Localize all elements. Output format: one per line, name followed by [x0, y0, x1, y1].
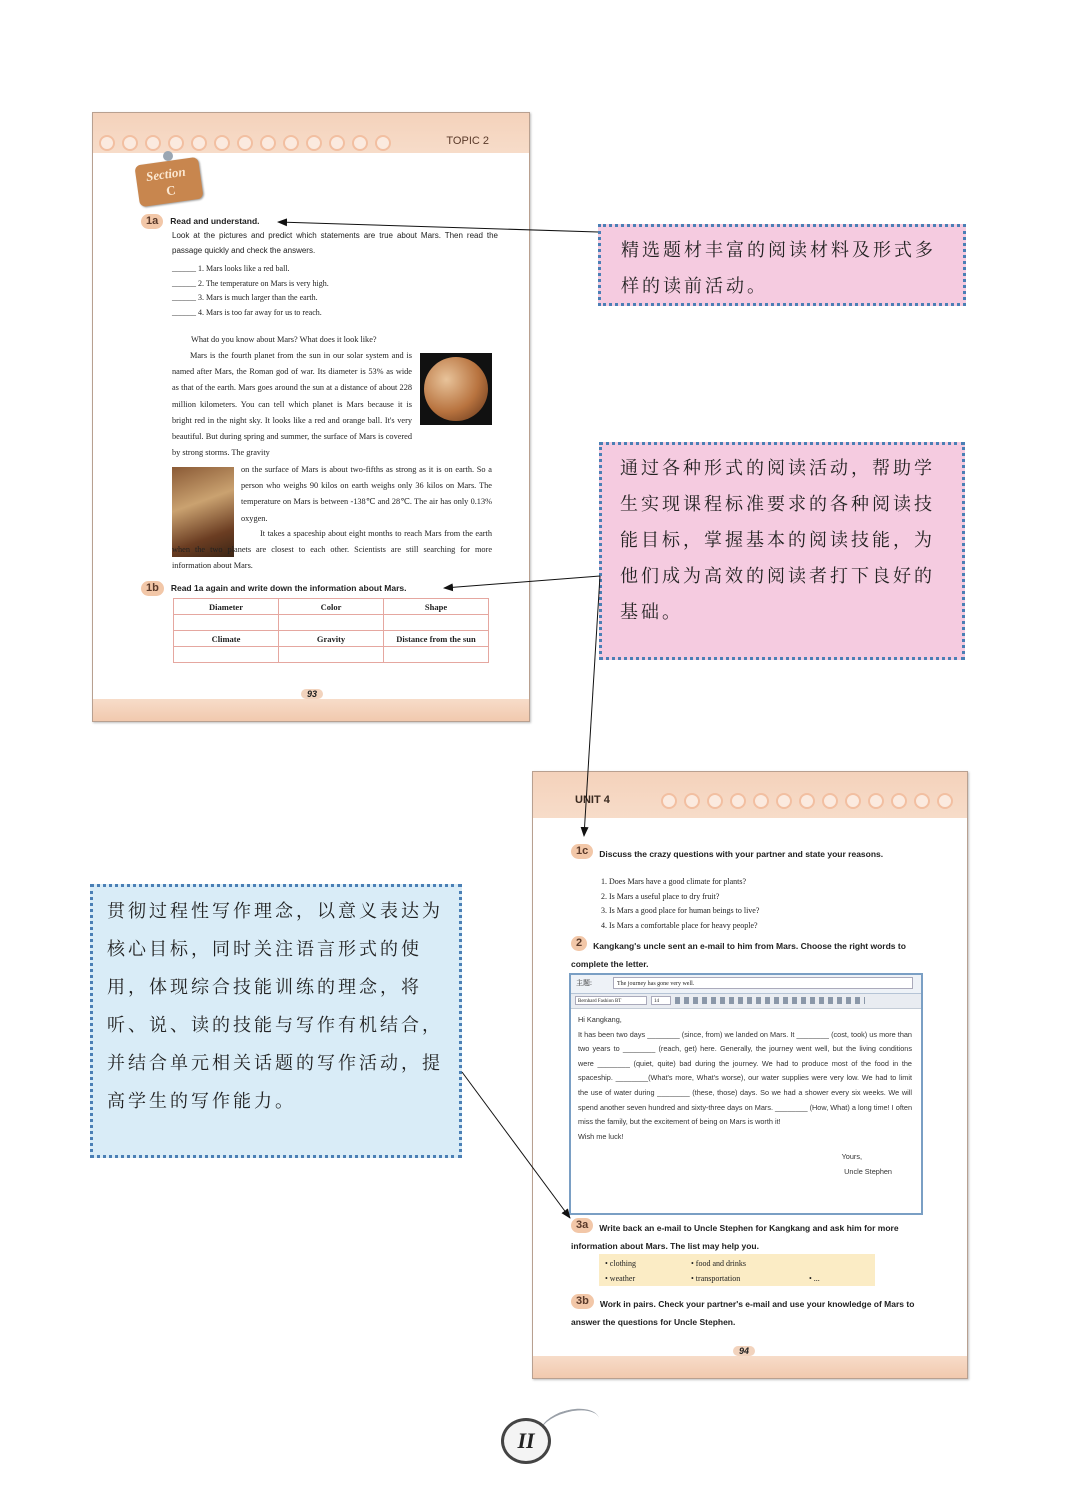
word-item: • clothing: [605, 1259, 637, 1268]
passage-para-1: Mars is the fourth planet from the sun in our solar system and is named after Mars, the Roman god of war. Its diameter is 53% as wide as that of the earth. Mars goes around the sun at a distance of about 228 million kilometers. You can tell which planet is Mars because it is bright red in the night sky. It looks like a red and orange ball. It's very beautiful. But during spring and summer, the surface of Mars is covered by strong storms. The gravity: [172, 351, 412, 458]
font-select[interactable]: Bernhard Fashion BT: [575, 996, 647, 1005]
statement-item: ______ 3. Mars is much larger than the earth.: [172, 293, 318, 303]
table-header-cell: Shape: [384, 599, 489, 615]
question-item: 3. Is Mars a good place for human beings to live?: [601, 906, 760, 915]
email-wish: Wish me luck!: [578, 1131, 624, 1141]
word-item: • ...: [809, 1274, 820, 1283]
question-item: 1. Does Mars have a good climate for plants?: [601, 877, 747, 886]
table-header-cell: Climate: [174, 631, 279, 647]
size-select[interactable]: 14: [651, 996, 671, 1005]
word-item: • weather: [605, 1274, 636, 1283]
badge-2: 2: [571, 936, 587, 951]
statement-item: ______ 1. Mars looks like a red ball.: [172, 264, 290, 273]
exercise-3b-title: Work in pairs. Check your partner's e-mail and use your knowledge of Mars to answer the questions for Uncle Stephen.: [571, 1299, 915, 1327]
arrow-to-1b: [444, 576, 600, 588]
footer-page-number: II: [517, 1428, 535, 1453]
unit-label: UNIT 4: [575, 794, 610, 806]
table-header-cell: Color: [279, 599, 384, 615]
question-item: 2. Is Mars a useful place to dry fruit?: [601, 891, 720, 901]
badge-3b: 3b: [571, 1294, 594, 1309]
passage-para-3: It takes a spaceship about eight months to reach Mars from the earth when the two planets are closest to each other. Scientists are still searching for more information about Mars.: [172, 529, 492, 571]
arrow-to-1a: [278, 222, 598, 232]
subject-label: 主题:: [576, 979, 592, 987]
email-greeting: Hi Kangkang,: [578, 1015, 622, 1024]
subject-input[interactable]: The journey has gone very well.: [613, 977, 913, 989]
exercise-1c-title: Discuss the crazy questions with your partner and state your reasons.: [599, 849, 884, 859]
table-header-cell: Gravity: [279, 631, 384, 647]
badge-3a: 3a: [571, 1218, 593, 1233]
email-text: It has been two days ________ (since, from) we landed on Mars. It ________ (cost, took) us more than two years to ________ (reach, get) here. Generally, the journey went well, but the living conditions were ________ (quiet, quite) bad during the journey. We had to produce most of the food in the spaceship. ________(What's more, What's worse), our water supplies were very low. We had to limit the use of water during ________ (these, those) days. So we had a shower every six weeks. We will spend another seven hundred and sixty-three days on Mars. ________ (How, What) a long time! I often miss the family, but the excitement of being on Mars is worth it!: [578, 1029, 912, 1127]
callout-text: 精选题材丰富的阅读材料及形式多样的读前活动。: [621, 240, 936, 297]
badge-1a: 1a: [141, 214, 163, 229]
table-header-cell: Diameter: [174, 599, 279, 615]
page-number-94: 94: [733, 1346, 755, 1356]
badge-1c: 1c: [571, 844, 593, 859]
statement-item: ______ 4. Mars is too far away for us to reach.: [172, 308, 322, 318]
passage-intro: What do you know about Mars? What does it look like?: [191, 335, 377, 344]
email-closing: Yours,: [841, 1152, 862, 1162]
section-label: Section: [144, 163, 187, 185]
statement-item: ______ 2. The temperature on Mars is very high.: [172, 278, 329, 288]
arrow-to-3a: [462, 1072, 570, 1218]
exercise-1a-instructions: Look at the pictures and predict which statements are true about Mars. Then read the passage quickly and check the answers.: [172, 231, 498, 255]
footer-page-badge: [501, 1418, 551, 1464]
arrow-to-1c: [584, 576, 600, 836]
section-letter: C: [165, 182, 177, 199]
word-item: • transportation: [691, 1274, 741, 1283]
exercise-1b-title: Read 1a again and write down the information about Mars.: [170, 583, 407, 593]
callout-text: 贯彻过程性写作理念，以意义表达为核心目标，同时关注语言形式的使用，体现综合技能训练的理念，将听、说、读的技能与写作有机结合，并结合单元相关话题的写作活动，提高学生的写作能力。: [107, 901, 443, 1112]
passage-para-2: on the surface of Mars is about two-fifths as strong as it is on earth. So a person who weighs 90 kilos on earth weighs only 36 kilos on Mars. The temperature on Mars is between -138℃ and 28℃. The air has only 0.13% oxygen.: [241, 465, 492, 523]
badge-1b: 1b: [141, 581, 164, 596]
page-number-93: 93: [301, 689, 323, 699]
topic-label: TOPIC 2: [446, 135, 489, 147]
exercise-3a-title: Write back an e-mail to Uncle Stephen for Kangkang and ask him for more information about Mars. The list may help you.: [571, 1223, 899, 1251]
question-item: 4. Is Mars a comfortable place for heavy people?: [601, 920, 758, 930]
callout-text: 通过各种形式的阅读活动，帮助学生实现课程标准要求的各种阅读技能目标，掌握基本的阅读技能，为他们成为高效的阅读者打下良好的基础。: [620, 458, 935, 623]
table-header-cell: Distance from the sun: [384, 631, 489, 647]
exercise-2-title: Kangkang's uncle sent an e-mail to him from Mars. Choose the right words to complete the letter.: [571, 941, 906, 969]
exercise-1a-title: Read and understand.: [170, 216, 260, 226]
email-signature: Uncle Stephen: [844, 1166, 892, 1176]
word-item: • food and drinks: [691, 1259, 747, 1268]
